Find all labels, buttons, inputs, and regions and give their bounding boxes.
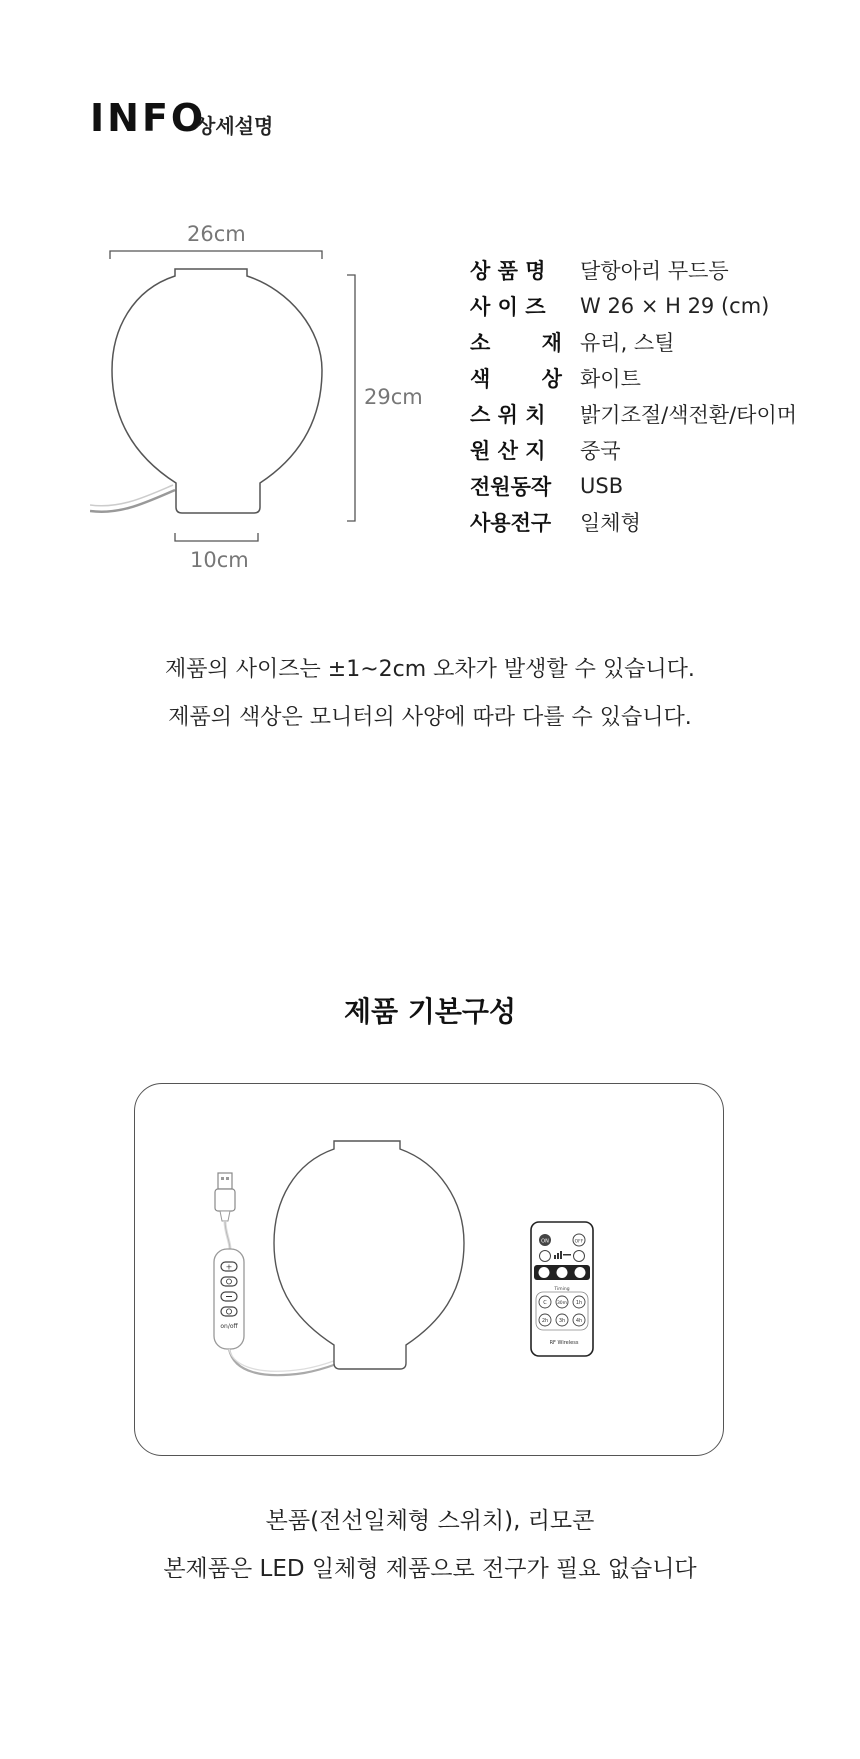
svg-text:RF Wireless: RF Wireless: [549, 1339, 578, 1346]
info-subtitle: 상세설명: [196, 114, 274, 138]
spec-row: [470, 396, 797, 432]
spec-label: 사 이 즈: [470, 295, 546, 319]
svg-text:30m: 30m: [556, 1300, 567, 1306]
spec-label: 소 재: [470, 331, 562, 355]
color-note: 제품의 색상은 모니터의 사양에 따라 다를 수 있습니다.: [168, 705, 692, 730]
spec-row: [470, 504, 641, 540]
svg-text:3h: 3h: [558, 1317, 565, 1324]
composition-title: 제품 기본구성: [343, 995, 517, 1028]
width-label: 26cm: [187, 222, 246, 246]
spec-value: 밝기조절/색전환/타이머: [580, 403, 798, 427]
spec-row: [470, 468, 623, 504]
spec-label: 전원동작: [470, 475, 552, 499]
switch-label: on/off: [219, 1322, 238, 1330]
spec-value: 달항아리 무드등: [580, 259, 729, 283]
svg-text:+: +: [225, 1262, 232, 1271]
usb-plug-icon: [215, 1173, 235, 1221]
spec-row: [470, 360, 641, 396]
base-label: 10cm: [190, 548, 249, 572]
spec-row: [470, 288, 769, 324]
height-label: 29cm: [364, 385, 423, 409]
composition-items: 본품(전선일체형 스위치), 리모콘: [265, 1508, 595, 1534]
spec-value: 유리, 스틸: [580, 331, 675, 355]
info-title: INFO: [90, 96, 207, 140]
inline-switch: [214, 1249, 244, 1349]
spec-label: 사용전구: [470, 511, 552, 535]
moon-jar: [274, 1141, 464, 1369]
svg-text:ON: ON: [540, 1238, 549, 1244]
svg-text:2h: 2h: [541, 1317, 548, 1324]
spec-value: W 26 × H 29 (cm): [580, 294, 770, 318]
spec-row: [470, 432, 621, 468]
spec-label: 원 산 지: [470, 439, 546, 463]
composition-illustration: [134, 1083, 724, 1456]
remote-control: [531, 1222, 593, 1356]
composition-box: [134, 1083, 724, 1456]
spec-value: 중국: [580, 439, 621, 463]
spec-value: USB: [580, 474, 624, 498]
spec-label: 스 위 치: [470, 403, 546, 427]
spec-value: 일체형: [580, 511, 641, 535]
spec-row: [470, 324, 675, 360]
spec-row: [470, 252, 729, 288]
size-note: 제품의 사이즈는 ±1~2cm 오차가 발생할 수 있습니다.: [165, 657, 695, 682]
svg-text:4h: 4h: [575, 1317, 582, 1324]
spec-label: 상 품 명: [470, 259, 546, 283]
composition-note: 본제품은 LED 일체형 제품으로 전구가 필요 없습니다: [163, 1556, 697, 1582]
svg-text:Timing: Timing: [553, 1286, 570, 1292]
svg-text:OFF: OFF: [574, 1239, 583, 1244]
spec-label: 색 상: [470, 367, 562, 391]
spec-value: 화이트: [580, 367, 641, 391]
svg-text:1h: 1h: [575, 1299, 582, 1306]
svg-text:C: C: [542, 1299, 547, 1306]
